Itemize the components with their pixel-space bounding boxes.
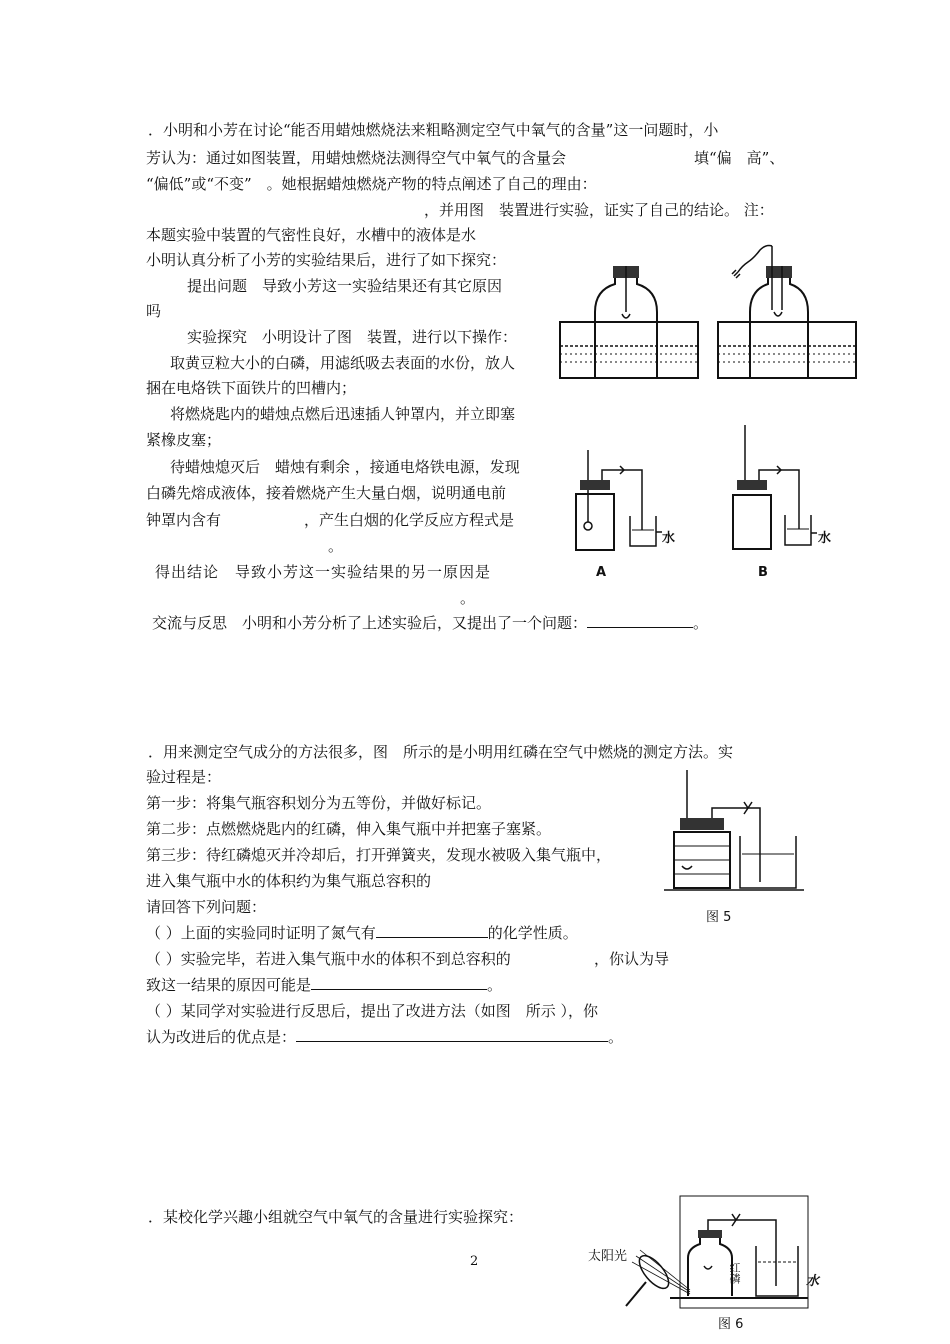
q2-line-12 [146, 1027, 623, 1047]
page-number: 2 [470, 1254, 479, 1269]
water-label-b: 水 [818, 531, 832, 546]
q2-line-10a: 致这一结果的原因可能是 [146, 976, 312, 994]
q2-line-8a: （ ）上面的实验同时证明了氮气有 [146, 924, 376, 942]
q1-line-18: 得出结论 导致小芳这一实验结果的另一原因是 [155, 563, 492, 581]
q1-line-2b: 填“偏 高”、 [694, 149, 785, 167]
q1-line-13: 紧橡皮塞； [146, 431, 222, 449]
answer-blank-advantage [296, 1027, 608, 1042]
q2-line-10 [146, 975, 502, 995]
q1-line-7: 提出问题 导致小芳这一实验结果还有其它原因 [187, 277, 503, 295]
q1-line-6: 小明认真分析了小芳的实验结果后，进行了如下探究： [146, 251, 507, 269]
q3-line-1: ．某校化学兴趣小组就空气中氧气的含量进行实验探究： [148, 1208, 524, 1226]
q2-line-12a: 认为改进后的优点是： [146, 1028, 297, 1046]
q1-line-3: “偏低”或“不变” 。她根据蜡烛燃烧产物的特点阐述了自己的理由： [146, 175, 597, 193]
q1-line-11: 捆在电烙铁下面铁片的凹槽内； [146, 379, 357, 397]
q1-line-2a: 芳认为：通过如图装置，用蜡烛燃烧法测得空气中氧气的含量会 [146, 149, 567, 167]
answer-blank-q1-question [587, 613, 693, 628]
q2-line-9b: ，你认为导 [594, 950, 670, 968]
q2-line-6: 进入集气瓶中水的体积约为集气瓶总容积的 [146, 872, 432, 890]
trough-figure-right [710, 240, 860, 380]
q1-line-20 [152, 613, 708, 633]
figure-5-apparatus [660, 770, 820, 894]
q2-line-8b: 的化学性质。 [487, 924, 578, 942]
q1-line-8: 吗 [146, 302, 162, 320]
q1-line-16b: ，产生白烟的化学反应方程式是 [304, 511, 515, 529]
q1-line-16a: 钟罩内含有 [146, 511, 222, 529]
q1-line-20a: 交流与反思 小明和小芳分析了上述实验后，又提出了一个问题： [152, 614, 588, 632]
q1-line-1: ．小明和小芳在讨论“能否用蜡烛燃烧法来粗略测定空气中氧气的含量”这一问题时，小 [148, 121, 719, 139]
q2-line-10b: 。 [487, 976, 503, 994]
q1-line-9: 实验探究 小明设计了图 装置，进行以下操作： [187, 328, 518, 346]
water-label-fig6: 水 [806, 1274, 820, 1289]
water-label-a: 水 [662, 531, 676, 546]
q1-line-20b: 。 [693, 614, 709, 632]
figure-label-a: A [596, 565, 607, 580]
figure-5-caption: 图 5 [706, 910, 732, 925]
q1-line-5: 本题实验中装置的气密性良好，水槽中的液体是水 [146, 226, 477, 244]
q1-line-14: 待蜡烛熄灭后 蜡烛有剩余 ，接通电烙铁电源，发现 [170, 458, 520, 476]
red-phosphorus-label: 红磷 [728, 1262, 741, 1284]
q1-line-10: 取黄豆粒大小的白磷，用滤纸吸去表面的水份，放人 [170, 354, 516, 372]
q2-line-2: 验过程是： [146, 768, 222, 786]
q1-line-4: ，并用图 装置进行实验，证实了自己的结论。 注： [424, 201, 774, 219]
answer-blank-reason [311, 975, 487, 990]
q2-line-12b: 。 [608, 1028, 624, 1046]
q2-line-1: ．用来测定空气成分的方法很多，图 所示的是小明用红磷在空气中燃烧的测定方法。实 [148, 743, 734, 761]
q2-line-11: （ ）某同学对实验进行反思后，提出了改进方法（如图 所示 ），你 [146, 1002, 599, 1020]
q2-line-7: 请回答下列问题： [146, 898, 267, 916]
trough-figure-left [555, 262, 705, 382]
figure-6-apparatus [610, 1196, 820, 1314]
sun-label: 太阳光 [588, 1249, 628, 1264]
answer-blank-nitrogen-property [376, 923, 488, 938]
q2-line-8 [146, 923, 578, 943]
figure-6-caption: 图 6 [718, 1317, 744, 1332]
q2-line-9a: （ ）实验完毕，若进入集气瓶中水的体积不到总容积的 [146, 950, 511, 968]
q1-line-12: 将燃烧匙内的蜡烛点燃后迅速插人钟罩内，并立即塞 [170, 405, 516, 423]
q2-line-4: 第二步：点燃燃烧匙内的红磷，伸入集气瓶中并把塞子塞紧。 [146, 820, 552, 838]
q2-line-3: 第一步：将集气瓶容积划分为五等份，并做好标记。 [146, 794, 492, 812]
figure-label-b: B [758, 565, 768, 580]
q1-line-19: 。 [460, 589, 476, 607]
q1-line-15: 白磷先熔成液体，接着燃烧产生大量白烟，说明通电前 [146, 484, 507, 502]
q2-line-5: 第三步：待红磷熄灭并冷却后，打开弹簧夹，发现水被吸入集气瓶中， [146, 846, 612, 864]
q1-line-17: 。 [328, 537, 344, 555]
